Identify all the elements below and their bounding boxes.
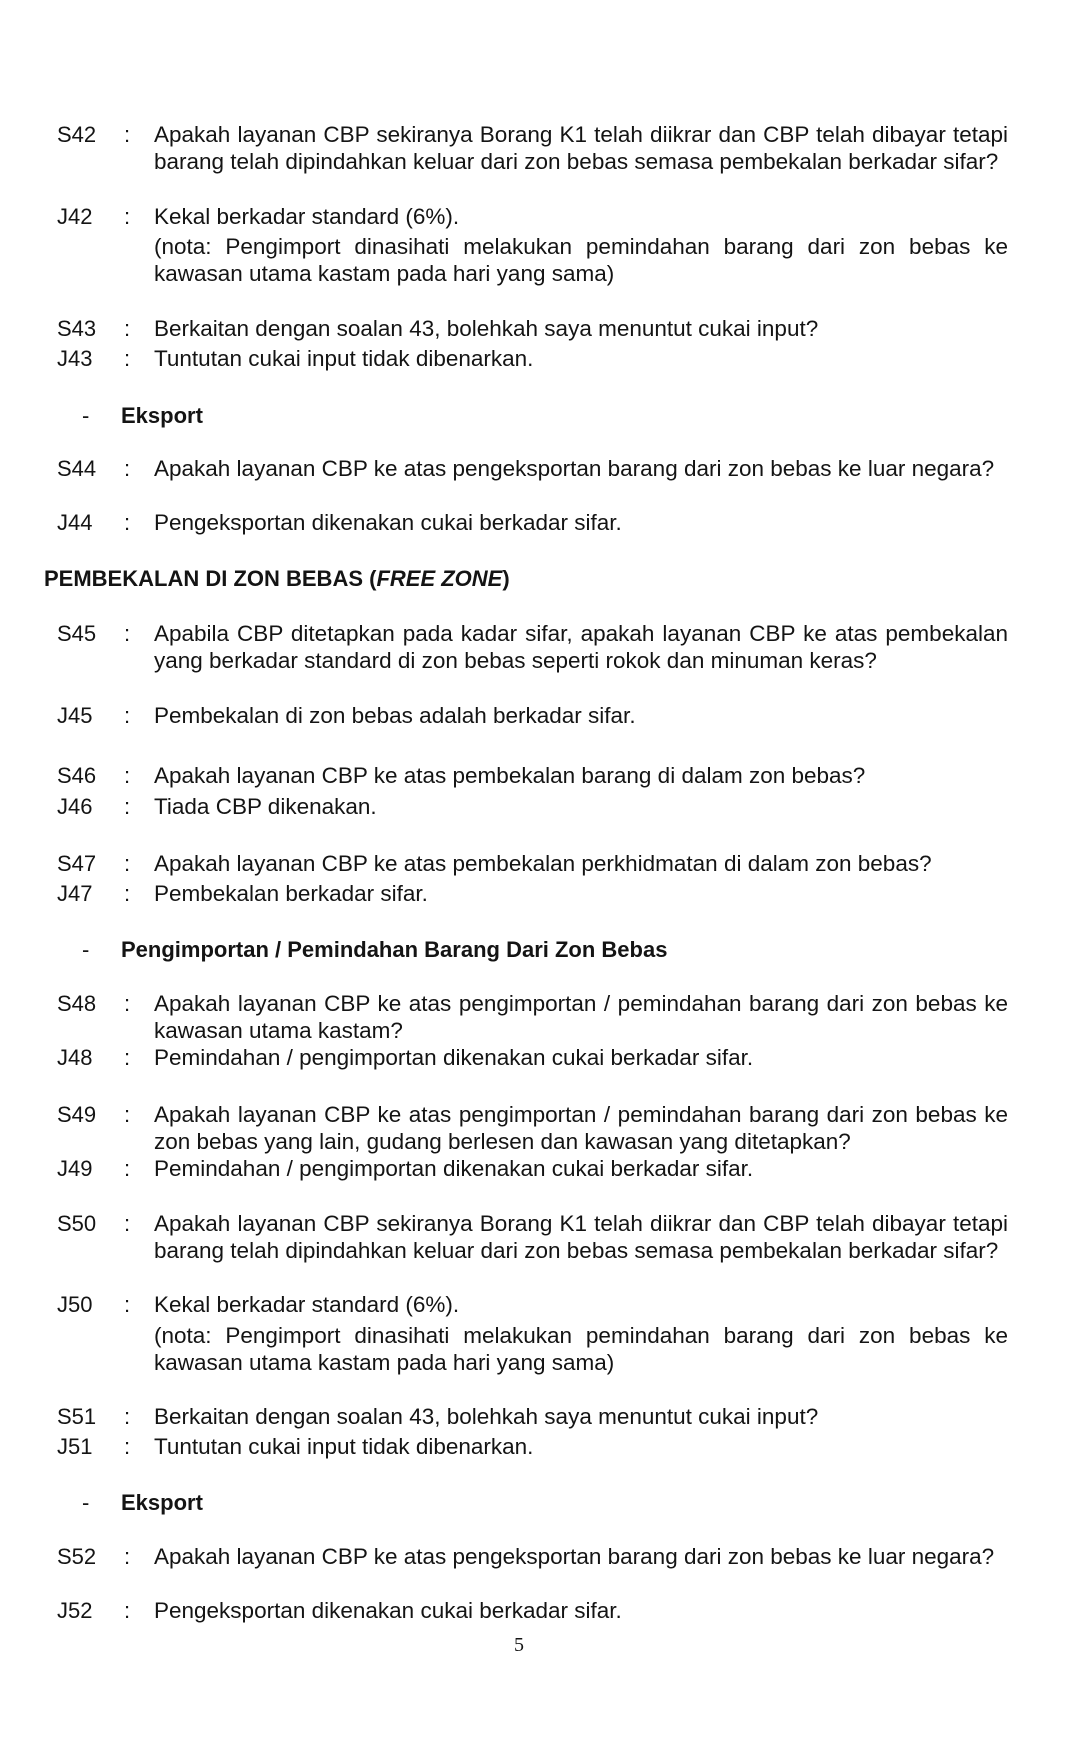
answer-text: Pengeksportan dikenakan cukai berkadar sifar. <box>154 1598 622 1623</box>
section-heading-close: ) <box>502 566 510 591</box>
question-text: Apakah layanan CBP sekiranya Borang K1 telah diikrar dan CBP telah dibayar tetapi barang telah dipindahkan keluar dari zon bebas semasa pembekalan berkadar sifar? <box>154 1211 1008 1263</box>
answer-code: J50 <box>57 1292 93 1317</box>
subheading-dash: - <box>82 1490 90 1515</box>
answer-text: Tuntutan cukai input tidak dibenarkan. <box>154 1434 534 1459</box>
answer-code: J45 <box>57 703 93 728</box>
answer-code: J51 <box>57 1434 93 1459</box>
answer-text: Pembekalan di zon bebas adalah berkadar sifar. <box>154 703 636 728</box>
colon: : <box>124 456 131 481</box>
answer-code: J52 <box>57 1598 93 1623</box>
question-text: Berkaitan dengan soalan 43, bolehkah saya menuntut cukai input? <box>154 1404 819 1429</box>
answer-text: Kekal berkadar standard (6%). <box>154 1292 460 1317</box>
colon: : <box>124 1434 131 1459</box>
subheading: Eksport <box>121 1490 203 1515</box>
subheading-dash: - <box>82 403 90 428</box>
answer-code: J44 <box>57 510 93 535</box>
colon: : <box>124 1598 131 1623</box>
question-text: Apakah layanan CBP ke atas pembekalan barang di dalam zon bebas? <box>154 763 866 788</box>
question-code: S42 <box>57 122 97 147</box>
question-code: S43 <box>57 316 97 341</box>
question-text: Berkaitan dengan soalan 43, bolehkah saya menuntut cukai input? <box>154 316 819 341</box>
answer-note: (nota: Pengimport dinasihati melakukan pemindahan barang dari zon bebas ke kawasan utama kastam pada hari yang sama) <box>154 1323 1008 1375</box>
answer-code: J46 <box>57 794 93 819</box>
answer-text: Pemindahan / pengimportan dikenakan cukai berkadar sifar. <box>154 1045 754 1070</box>
answer-text: Tuntutan cukai input tidak dibenarkan. <box>154 346 534 371</box>
answer-text: Pemindahan / pengimportan dikenakan cukai berkadar sifar. <box>154 1156 754 1181</box>
colon: : <box>124 122 131 147</box>
question-code: S48 <box>57 991 97 1016</box>
question-code: S51 <box>57 1404 97 1429</box>
answer-code: J49 <box>57 1156 93 1181</box>
question-code: S50 <box>57 1211 97 1236</box>
question-text: Apakah layanan CBP ke atas pengimportan / pemindahan barang dari zon bebas ke zon bebas yang lain, gudang berlesen dan kawasan yang ditetapkan? <box>154 1102 1008 1154</box>
answer-note: (nota: Pengimport dinasihati melakukan pemindahan barang dari zon bebas ke kawasan utama kastam pada hari yang sama) <box>154 234 1008 286</box>
answer-code: J47 <box>57 881 93 906</box>
colon: : <box>124 1156 131 1181</box>
answer-code: J48 <box>57 1045 93 1070</box>
question-text: Apakah layanan CBP ke atas pengimportan / pemindahan barang dari zon bebas ke kawasan utama kastam? <box>154 991 1008 1043</box>
question-text: Apakah layanan CBP ke atas pembekalan perkhidmatan di dalam zon bebas? <box>154 851 932 876</box>
colon: : <box>124 851 131 876</box>
section-heading-italic: FREE ZONE <box>376 566 503 591</box>
question-code: S45 <box>57 621 97 646</box>
colon: : <box>124 346 131 371</box>
question-text: Apakah layanan CBP sekiranya Borang K1 telah diikrar dan CBP telah dibayar tetapi barang telah dipindahkan keluar dari zon bebas semasa pembekalan berkadar sifar? <box>154 122 1008 174</box>
colon: : <box>124 510 131 535</box>
colon: : <box>124 1211 131 1236</box>
colon: : <box>124 204 131 229</box>
colon: : <box>124 991 131 1016</box>
colon: : <box>124 621 131 646</box>
subheading: Eksport <box>121 403 203 428</box>
section-heading <box>44 565 510 592</box>
answer-code: J43 <box>57 346 93 371</box>
colon: : <box>124 794 131 819</box>
colon: : <box>124 1404 131 1429</box>
answer-text: Kekal berkadar standard (6%). <box>154 204 460 229</box>
colon: : <box>124 1544 131 1569</box>
question-text: Apabila CBP ditetapkan pada kadar sifar, apakah layanan CBP ke atas pembekalan yang berkadar standard di zon bebas seperti rokok dan minuman keras? <box>154 621 1008 673</box>
colon: : <box>124 763 131 788</box>
question-code: S47 <box>57 851 97 876</box>
question-code: S44 <box>57 456 97 481</box>
subheading-dash: - <box>82 937 90 962</box>
question-text: Apakah layanan CBP ke atas pengeksportan barang dari zon bebas ke luar negara? <box>154 456 995 481</box>
colon: : <box>124 881 131 906</box>
question-code: S52 <box>57 1544 97 1569</box>
answer-text: Pembekalan berkadar sifar. <box>154 881 428 906</box>
question-code: S46 <box>57 763 97 788</box>
page-number: 5 <box>514 1634 524 1656</box>
answer-text: Pengeksportan dikenakan cukai berkadar sifar. <box>154 510 622 535</box>
question-code: S49 <box>57 1102 97 1127</box>
colon: : <box>124 1045 131 1070</box>
answer-code: J42 <box>57 204 93 229</box>
colon: : <box>124 316 131 341</box>
subheading: Pengimportan / Pemindahan Barang Dari Zon Bebas <box>121 937 668 962</box>
answer-text: Tiada CBP dikenakan. <box>154 794 377 819</box>
colon: : <box>124 1292 131 1317</box>
section-heading-main: PEMBEKALAN DI ZON BEBAS ( <box>44 566 377 591</box>
colon: : <box>124 1102 131 1127</box>
colon: : <box>124 703 131 728</box>
question-text: Apakah layanan CBP ke atas pengeksportan barang dari zon bebas ke luar negara? <box>154 1544 995 1569</box>
